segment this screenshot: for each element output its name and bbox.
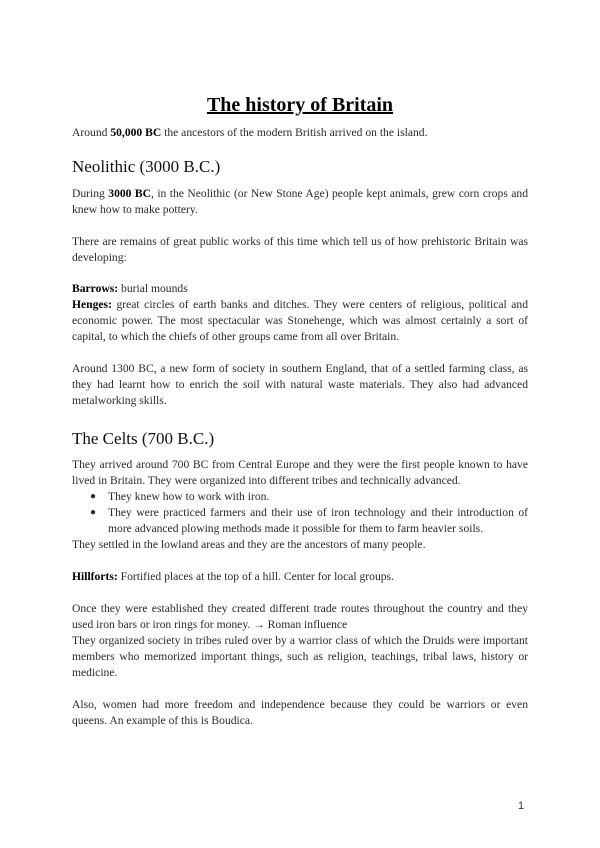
page-number: 1 [518,800,525,812]
celts-paragraph-1: They arrived around 700 BC from Central Europe and they were the first people known to have lived in Britain. They were organized into different tribes and technically advanced. [72,458,528,487]
document-title: The history of Britain [206,94,394,116]
celts-bullet-list [72,489,528,537]
celts-paragraph-2: They settled in the lowland areas and they are the ancestors of many people. [72,538,426,551]
celts-paragraph-3: Once they were established they created different trade routes throughout the country and they used iron bars or iron rings for money. → Roman influence [72,602,528,631]
bullet-icon: ● [90,507,97,518]
list-item: ● They were practiced farmers and their use of iron technology and their introduction of more advanced plowing methods made it possible for them to farm heavier soils. [90,506,528,535]
barrows-definition: Barrows: burial mounds [72,282,188,295]
henges-definition: Henges: great circles of earth banks and ditches. They were centers of religious, political and economic power. The most spectacular was Stonehenge, which was almost certainly a sort of capital, to which the chiefs of other groups came from all over Britain. [72,298,528,343]
celts-paragraph-5: Also, women had more freedom and independence because they could be warriors or even queens. An example of this is Boudica. [72,698,528,727]
neolithic-heading: Neolithic (3000 B.C.) [72,157,221,176]
neolithic-paragraph-3: Around 1300 BC, a new form of society in southern England, that of a settled farming class, as they had learnt how to enrich the soil with natural waste materials. They also had advanced metalworking skills. [72,362,528,407]
bullet-icon: ● [90,491,97,502]
celts-heading: The Celts (700 B.C.) [72,429,215,448]
celts-paragraph-4: They organized society in tribes ruled over by a warrior class of which the Druids were important members who memorized important things, such as religion, teachings, tribal laws, history or medicine. [72,634,528,679]
hillforts-definition: Hillforts: Fortified places at the top of a hill. Center for local groups. [72,570,394,583]
neolithic-paragraph-1: During 3000 BC, in the Neolithic (or New Stone Age) people kept animals, grew corn crops and knew how to make pottery. [72,187,529,216]
list-item: ● They knew how to work with iron. [90,490,270,503]
intro-paragraph: Around 50,000 BC the ancestors of the modern British arrived on the island. [72,126,428,139]
neolithic-paragraph-2: There are remains of great public works of this time which tell us of how prehistoric Britain was developing: [72,235,528,264]
